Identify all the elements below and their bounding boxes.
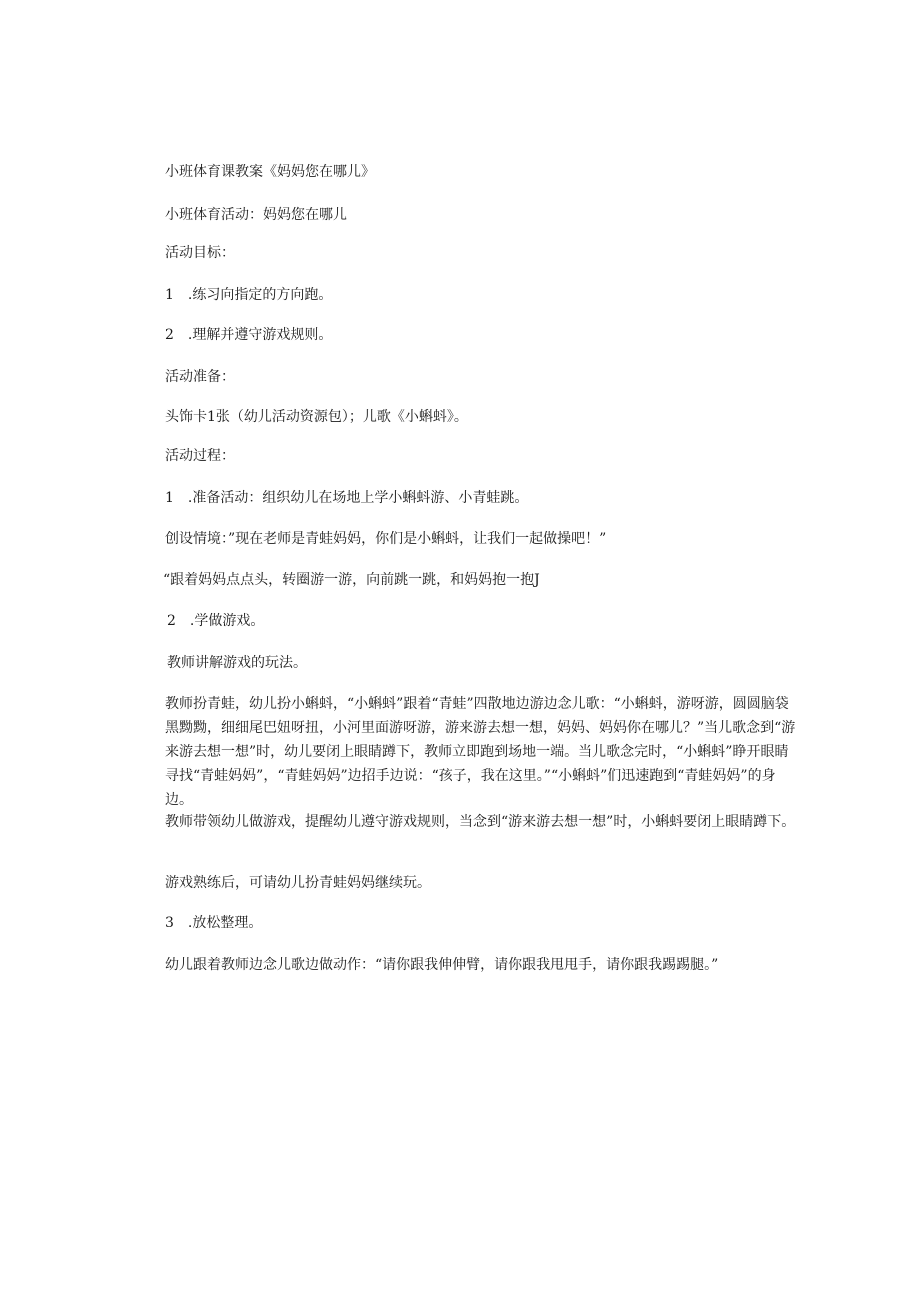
goal-item-2: 2 .理解并遵守游戏规则。 (165, 327, 333, 343)
step-3: 3 .放松整理。 (165, 915, 263, 931)
goal-item-1: 1 .练习向指定的方向跑。 (165, 287, 333, 303)
step-2: 2 .学做游戏。 (167, 613, 265, 629)
process-heading: 活动过程： (165, 448, 235, 464)
document-title: 小班体育课教案《妈妈您在哪儿》 (165, 164, 375, 180)
rules-paragraph: 教师扮青蛙，幼儿扮小蝌蚪，“小蝌蚪”跟着“青蛙”四散地边游边念儿歌：“小蝌蚪，游呀游，圆圆脑袋黑黝黝，细细尾巴妞呀扭，小河里面游呀游，游来游去想一想，妈妈、妈妈你在哪儿？”当儿歌念到“游来游去想一想”时，幼儿要闭上眼睛蹲下，教师立即跑到场地一端。当儿歌念完时，“小蝌蚪”睁开眼睛寻找“青蛙妈妈”，“青蛙妈妈”边招手边说：“孩子，我在这里。”“小蝌蚪”们迅速跑到“青蛙妈妈”的身边。 (165, 696, 796, 808)
prep-text: 头饰卡1张（幼儿活动资源包）；儿歌《小蝌蚪》。 (165, 409, 468, 425)
proficient-text: 游戏熟练后，可请幼儿扮青蛙妈妈继续玩。 (165, 875, 431, 891)
lead-paragraph: 教师带领幼儿做游戏，提醒幼儿遵守游戏规则，当念到“游来游去想一想”时，小蝌蚪要闭上眼睛蹲下。 (165, 814, 796, 830)
closing-text: 幼儿跟着教师边念儿歌边做动作：“请你跟我伸伸臂，请你跟我甩甩手，请你跟我踢踢腿。” (165, 957, 719, 973)
scenario-text: 创设情境：”现在老师是青蛙妈妈，你们是小蝌蚪，让我们一起做操吧！” (165, 531, 607, 547)
chant-text: “跟着妈妈点点头，转圈游一游，向前跳一跳，和妈妈抱一抱J (163, 572, 540, 588)
activity-subtitle: 小班体育活动：妈妈您在哪儿 (165, 207, 347, 223)
explain-text: 教师讲解游戏的玩法。 (167, 655, 307, 671)
goals-heading: 活动目标： (165, 245, 235, 261)
step-1: 1 .准备活动：组织幼儿在场地上学小蝌蚪游、小青蛙跳。 (165, 490, 529, 506)
prep-heading: 活动准备： (165, 369, 235, 385)
